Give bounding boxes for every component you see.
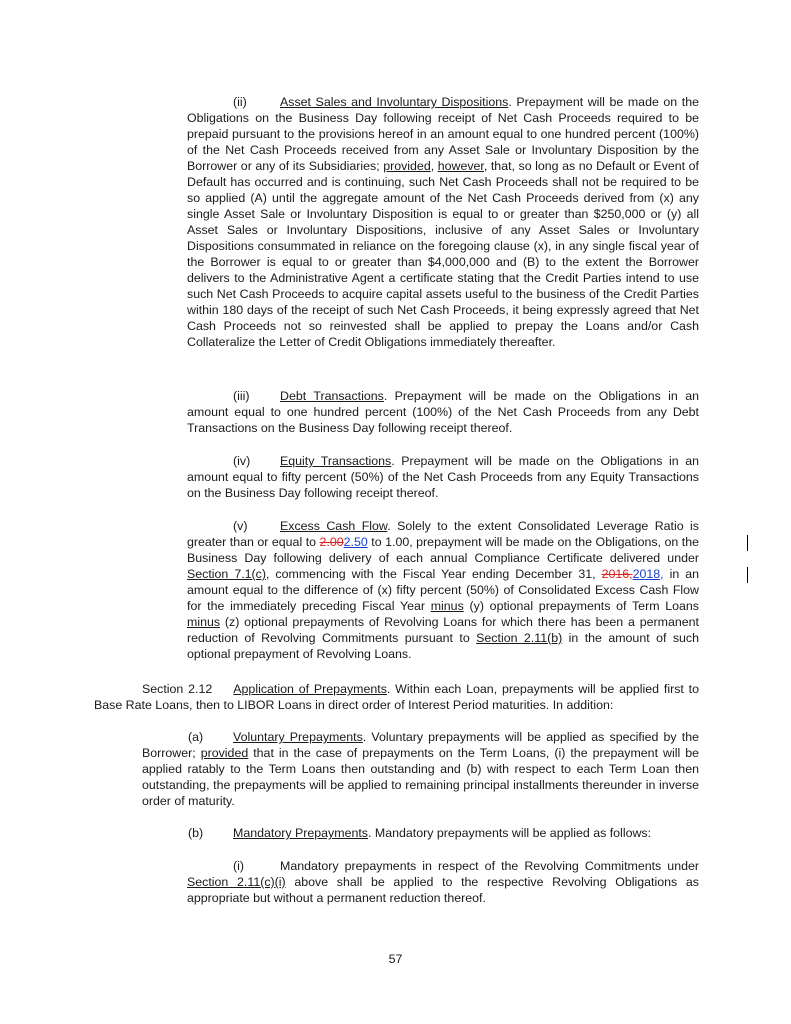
section-reference: Section 2.11(b) xyxy=(476,631,563,645)
clause-b-mandatory-prepayments: (b) Mandatory Prepayments. Mandatory prepayments will be applied as follows: xyxy=(188,826,652,840)
deleted-ratio: 2.00 xyxy=(319,535,344,549)
change-bar xyxy=(747,535,748,551)
clause-v-excess-cash-flow: (v) Excess Cash Flow. Solely to the extent Consolidated Leverage Ratio is greater than or equal to 2.002.50 to 1.00, prepayment will be made on the Obligations, on the Business Day following delivery of each annual Compliance Certificate delivered under Section 7.1(c), commencing with the Fiscal Year ending December 31, 2016,2018, in an amount equal to the difference of (x) fifty percent (50%) of Consolidated Excess Cash Flow for the immediately preceding Fiscal Year minus (y) optional prepayments of Term Loans minus (z) optional prepayments of Revolving Loans for which there has been a permanent reduction of Revolving Commitments pursuant to Section 2.11(b) in the amount of such optional prepayment of Revolving Loans. xyxy=(187,519,700,661)
clause-heading: Asset Sales and Involuntary Dispositions xyxy=(280,95,509,109)
clause-heading: Voluntary Prepayments xyxy=(233,730,363,744)
page-number: 57 xyxy=(388,952,403,966)
minus-term: minus xyxy=(187,615,221,629)
clause-heading: Mandatory Prepayments xyxy=(233,826,368,840)
provided-term: provided xyxy=(200,746,249,760)
section-reference: Section 2.11(c)(i) xyxy=(187,875,286,889)
clause-number: (a) xyxy=(188,730,204,744)
clause-number: (i) xyxy=(233,859,245,873)
minus-term: minus xyxy=(430,599,464,613)
section-2-12: Section 2.12 Application of Prepayments. Within each Loan, prepayments will be applied first to Base Rate Loans, then to LIBOR Loans in direct order of Interest Period maturities. In addition: xyxy=(94,682,699,712)
clause-heading: Equity Transactions xyxy=(280,454,392,468)
clause-ii-asset-sales: (ii) Asset Sales and Involuntary Dispositions. Prepayment will be made on the Obligations on the Business Day following receipt of Net Cash Proceeds required to be prepaid pursuant to the provisions hereof in an amount equal to one hundred percent (100%) of the Net Cash Proceeds received from any Asset Sale or Involuntary Disposition by the Borrower or any of its Subsidiaries; provided, however, that, so long as no Default or Event of Default has occurred and is continuing, such Net Cash Proceeds shall not be required to be so applied (A) until the aggregate amount of the Net Cash Proceeds derived from (x) any single Asset Sale or Involuntary Disposition is equal to or greater than $250,000 or (y) all Asset Sales or Involuntary Dispositions, inclusive of any Asset Sales or Involuntary Dispositions consummated in reliance on the foregoing clause (x), in any single fiscal year of the Borrower is equal to or greater than $4,000,000 and (B) to the extent the Borrower delivers to the Administrative Agent a certificate stating that the Credit Parties intend to use such Net Cash Proceeds to acquire capital assets useful to the business of the Credit Parties within 180 days of the receipt of such Net Cash Proceeds, it being expressly agreed that Net Cash Proceeds not so reinvested shall be applied to prepay the Loans and/or Cash Collateralize the Letter of Credit Obligations immediately thereafter. xyxy=(187,95,699,349)
inserted-ratio: 2.50 xyxy=(343,535,368,549)
section-reference: Section 7.1(c) xyxy=(187,567,266,581)
clause-number: (ii) xyxy=(233,95,247,109)
clause-a-voluntary-prepayments: (a) Voluntary Prepayments. Voluntary prepayments will be applied as specified by the Borrower; provided that in the case of prepayments on the Term Loans, (i) the prepayment will be applied ratably to the Term Loans then outstanding and (b) with respect to each Term Loan then outstanding, the prepayments will be applied to remaining principal installments thereunder in inverse order of maturity. xyxy=(142,730,699,808)
clause-iv-equity-transactions: (iv) Equity Transactions. Prepayment will be made on the Obligations in an amount equal to fifty percent (50%) of the Net Cash Proceeds from any Equity Transactions on the Business Day following receipt thereof. xyxy=(187,454,699,500)
however-term: however xyxy=(437,159,484,173)
clause-number: (iv) xyxy=(233,454,251,468)
section-label: Section 2.12 xyxy=(142,682,213,696)
provided-term: provided xyxy=(383,159,431,173)
deleted-year: 2016, xyxy=(601,567,633,581)
clause-number: (iii) xyxy=(233,389,250,403)
clause-iii-debt-transactions: (iii) Debt Transactions. Prepayment will be made on the Obligations in an amount equal to one hundred percent (100%) of the Net Cash Proceeds from any Debt Transactions on the Business Day following receipt thereof. xyxy=(187,389,699,435)
clause-heading: Debt Transactions xyxy=(280,389,384,403)
change-bar xyxy=(747,567,748,583)
section-heading: Application of Prepayments xyxy=(233,682,387,696)
clause-number: (v) xyxy=(233,519,248,533)
inserted-year: 2018, xyxy=(632,567,664,581)
clause-heading: Excess Cash Flow xyxy=(280,519,388,533)
clause-b-i: (i) Mandatory prepayments in respect of the Revolving Commitments under Section 2.11(c)(i) above shall be applied to the respective Revolving Obligations as appropriate but without a permanent reduction thereof. xyxy=(187,859,699,905)
clause-number: (b) xyxy=(188,826,204,840)
